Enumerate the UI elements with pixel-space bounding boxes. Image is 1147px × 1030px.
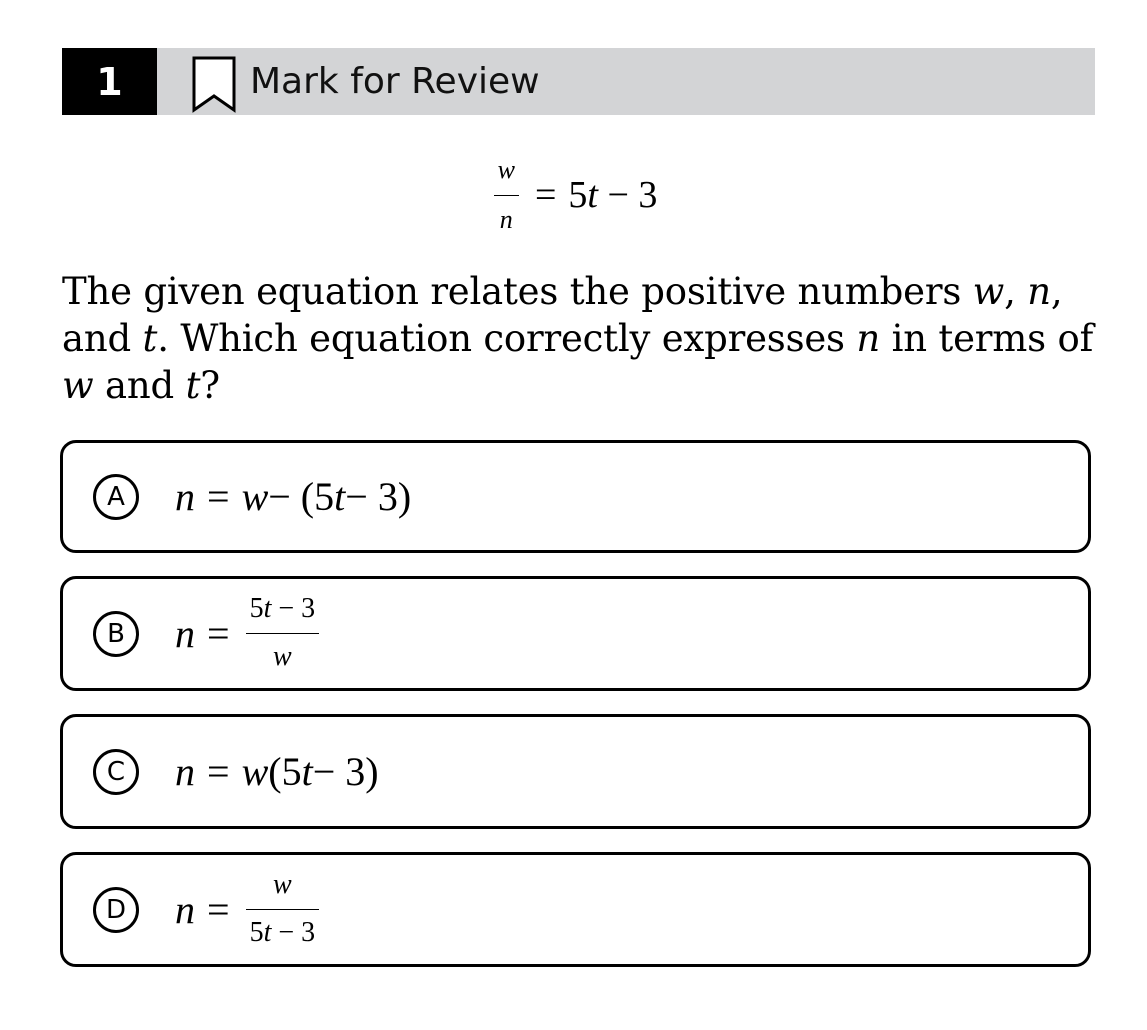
equation-rhs bbox=[568, 173, 657, 217]
prompt-var: n bbox=[856, 317, 881, 360]
formula-var: t bbox=[263, 593, 272, 625]
formula-var: w bbox=[241, 474, 269, 519]
prompt-text: , and bbox=[62, 270, 1063, 360]
answer-choice-a[interactable] bbox=[60, 440, 1091, 553]
formula-text: − 3) bbox=[312, 749, 379, 794]
formula-text: 5 bbox=[249, 917, 264, 948]
mark-for-review-button[interactable] bbox=[190, 48, 540, 115]
formula-text: − 3 bbox=[271, 593, 316, 625]
formula-lhs: n bbox=[175, 887, 195, 932]
formula-text: − 3) bbox=[345, 474, 412, 519]
prompt-var: t bbox=[142, 317, 158, 360]
question-header bbox=[62, 48, 1095, 115]
fraction-numerator: w bbox=[273, 869, 292, 901]
equation-fraction bbox=[494, 156, 519, 234]
fraction-numerator bbox=[246, 594, 320, 625]
fraction-denominator: w bbox=[273, 641, 292, 672]
answer-choice-b[interactable] bbox=[60, 576, 1091, 691]
formula-var: t bbox=[334, 474, 346, 519]
question-prompt bbox=[62, 268, 1102, 409]
prompt-text: , bbox=[1004, 270, 1028, 313]
formula-var: w bbox=[241, 749, 269, 794]
rhs-variable: t bbox=[587, 174, 598, 216]
choice-a-formula bbox=[175, 473, 411, 520]
choice-d-fraction bbox=[246, 870, 320, 949]
prompt-var: t bbox=[185, 364, 201, 407]
formula-text: − 3 bbox=[271, 917, 316, 948]
equals-sign: = bbox=[207, 887, 230, 932]
choice-letter-a: A bbox=[93, 474, 139, 520]
fraction-bar bbox=[246, 633, 320, 634]
equals-sign: = bbox=[207, 611, 230, 656]
equals-sign: = bbox=[207, 474, 230, 519]
fraction-bar bbox=[494, 195, 519, 196]
rhs-constant: − 3 bbox=[597, 174, 658, 216]
choice-letter-b: B bbox=[93, 611, 139, 657]
prompt-text: The given equation relates the positive numbers bbox=[62, 270, 973, 313]
prompt-text: . Which equation correctly expresses bbox=[157, 317, 857, 360]
prompt-var: w bbox=[62, 364, 94, 407]
prompt-var: w bbox=[972, 270, 1005, 313]
choice-d-formula bbox=[175, 870, 323, 949]
equation-denominator: n bbox=[499, 204, 513, 234]
formula-text: 5 bbox=[249, 593, 264, 625]
formula-text: − (5 bbox=[268, 474, 335, 519]
formula-lhs: n bbox=[175, 474, 195, 519]
prompt-var: n bbox=[1027, 270, 1051, 313]
prompt-text: in terms of bbox=[880, 317, 1094, 360]
bookmark-icon bbox=[190, 54, 238, 114]
prompt-text: and bbox=[93, 364, 186, 407]
fraction-denominator bbox=[246, 918, 320, 949]
fraction-bar bbox=[246, 909, 320, 910]
formula-lhs: n bbox=[175, 749, 195, 794]
choice-letter-d: D bbox=[93, 887, 139, 933]
formula-var: t bbox=[263, 917, 272, 948]
question-number: 1 bbox=[62, 48, 157, 115]
choice-c-formula bbox=[175, 748, 379, 795]
rhs-coefficient: 5 bbox=[568, 174, 588, 216]
formula-var: t bbox=[301, 749, 313, 794]
mark-for-review-label: Mark for Review bbox=[250, 61, 540, 102]
equation-numerator: w bbox=[497, 154, 515, 184]
answer-choice-c[interactable] bbox=[60, 714, 1091, 829]
formula-text: (5 bbox=[268, 749, 302, 794]
prompt-text: ? bbox=[200, 364, 220, 407]
answer-choice-d[interactable] bbox=[60, 852, 1091, 967]
formula-lhs: n bbox=[175, 611, 195, 656]
choice-b-fraction bbox=[246, 594, 320, 673]
choice-b-formula bbox=[175, 594, 323, 673]
equals-sign: = bbox=[534, 174, 557, 216]
given-equation bbox=[0, 150, 1147, 240]
equals-sign: = bbox=[207, 749, 230, 794]
choice-letter-c: C bbox=[93, 749, 139, 795]
